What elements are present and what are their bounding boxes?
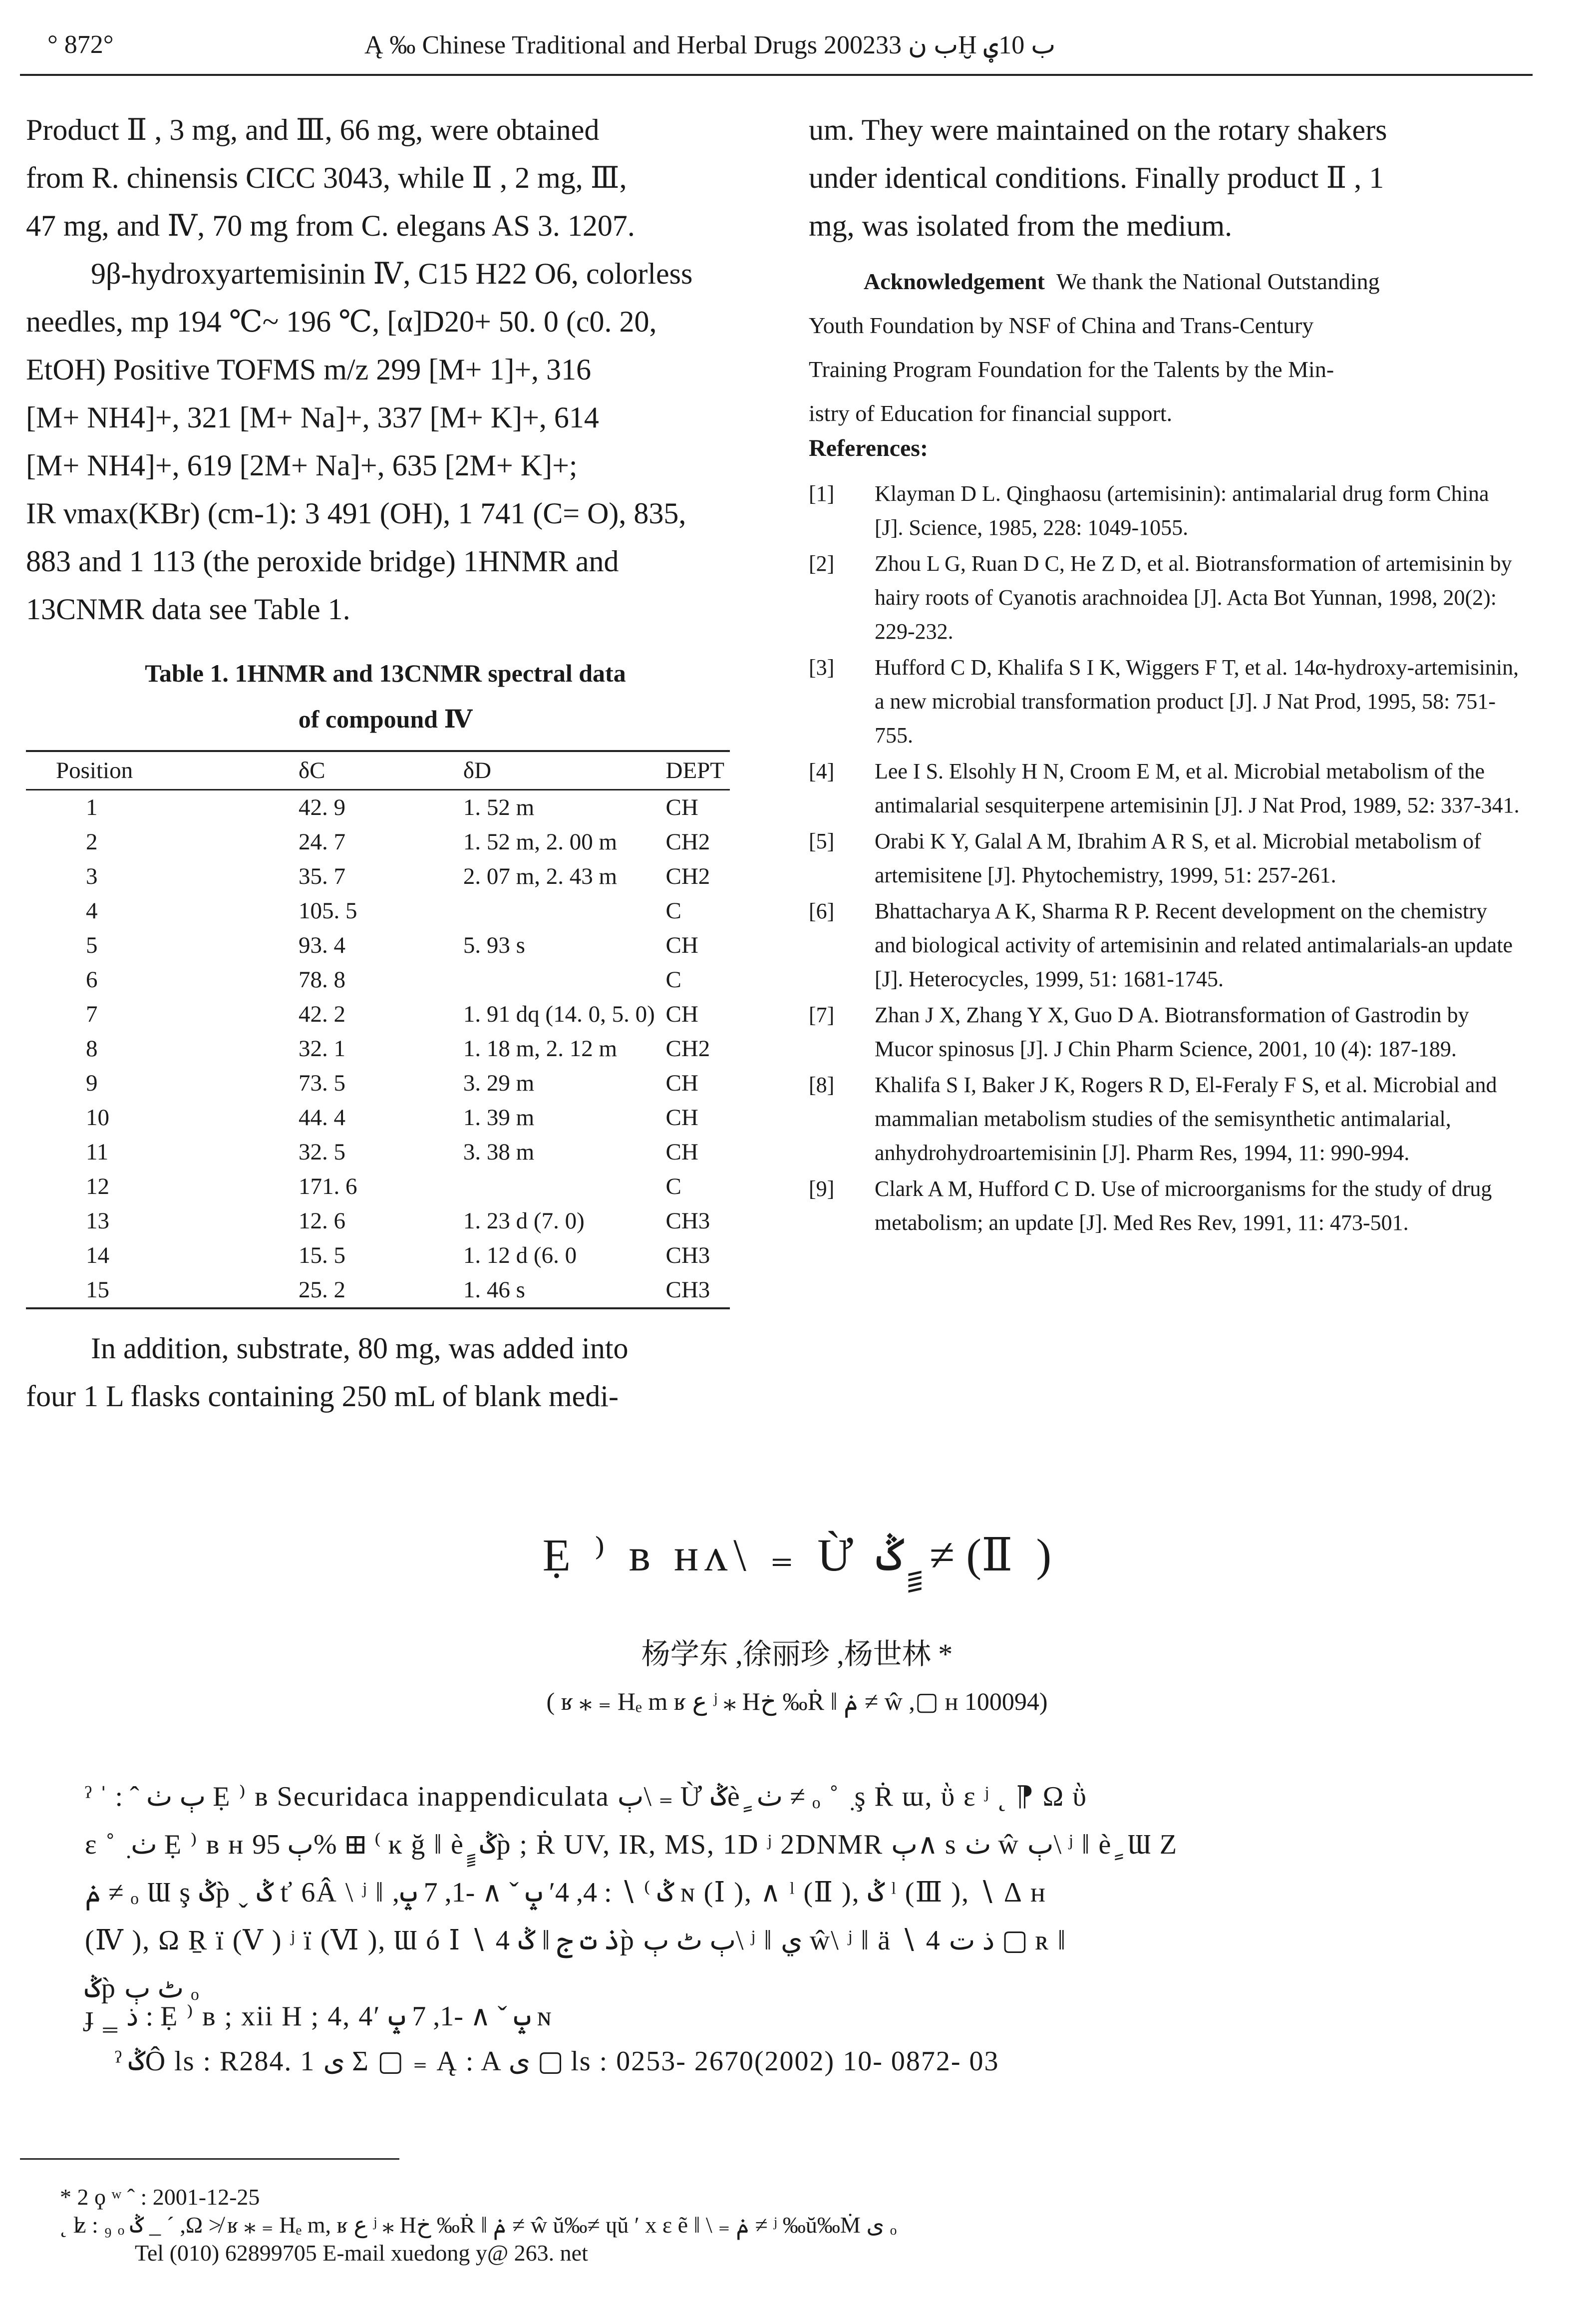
table-row (26, 997, 730, 1032)
reference-text: Bhattacharya A K, Sharma R P. Recent development on the chemistry and biological activity of artemisinin and related antimalarials-an update [J]. Heterocycles, 1999, 51: 1681-1745. (875, 899, 1513, 991)
table-cell: 42. 2 (299, 1001, 346, 1027)
reference-text: Hufford C D, Khalifa S I K, Wiggers F T, et al. 14α-hydroxy-artemisinin, a new microbial transformation product [J]. J Nat Prod, 1995, 58: 751-755. (875, 655, 1519, 748)
table-cell: 35. 7 (299, 863, 346, 889)
text-line: 9β-hydroxyartemisinin Ⅳ, C15 H22 O6, colorless (91, 257, 693, 290)
reference-number: [7] (809, 1003, 835, 1027)
article-classification: ˀ ݣÔ ls : R284. 1 ى Ʃ ▢ ₌ Ą : A ى ▢ ls : 0253- 2670(2002) 10- 0872- 03 (115, 2046, 999, 2077)
table-cell: 15. 5 (299, 1242, 346, 1268)
reference-number: [8] (809, 1073, 835, 1097)
table-cell (363, 963, 661, 997)
reference-text: Zhan J X, Zhang Y X, Guo D A. Biotransformation of Gastrodin by Mucor spinosus [J]. J Chin Pharm Science, 2001, 10 (4): 187-189. (875, 1003, 1469, 1061)
reference-item (809, 651, 1523, 753)
table-caption-line: of compound Ⅳ (298, 705, 473, 733)
reference-text: Zhou L G, Ruan D C, He Z D, et al. Biotransformation of artemisinin by hairy roots of Cyanotis arachnoidea [J]. Acta Bot Yunnan, 1998, 20(2): 229-232. (875, 551, 1512, 644)
table-row (26, 1135, 730, 1169)
table-cell: C (665, 1173, 681, 1199)
reference-number: [3] (809, 655, 835, 680)
table-cell: 1. 91 dq (14. 0, 5. 0) (463, 1001, 655, 1027)
table-cell: 73. 5 (299, 1070, 346, 1096)
text-line: [M+ NH4]+, 619 [2M+ Na]+, 635 [2M+ K]+; (26, 449, 578, 482)
table-cell: 32. 5 (299, 1139, 346, 1165)
table-cell: CH (665, 1070, 698, 1096)
table-cell: 2. 07 m, 2. 43 m (463, 863, 618, 889)
table-caption (26, 650, 745, 742)
references-list (809, 477, 1523, 1242)
abstract-line: (Ⅳ ), Ω Ṟ ï (Ⅴ ) ʲ ï (Ⅵ ), Ɯ ó Ⅰ ∖ 4 ذ ت ج ‖ ݣp̀ ٻ ٹ ٻ\ ʲ ‖ ي ŵ\ ʲ ‖ ä ∖ 4 ذ ت ▢ ʀ ‖ (85, 1925, 1067, 1956)
table-row (26, 1066, 730, 1101)
acknowledgement (809, 260, 1523, 435)
article-keywords: ɟ ‗ ذ : Ẹ ⁾ ʙ ; xii H ; 4, 4ʹ ݒ ˇ ∧ -1, 7 ݒ ɴ (85, 2001, 553, 2032)
table-row (26, 1273, 730, 1308)
reference-text: Orabi K Y, Galal A M, Ibrahim A R S, et al. Microbial metabolism of artemisitene [J]. Phytochemistry, 1999, 51: 257-261. (875, 829, 1481, 887)
table-cell: 1 (86, 794, 98, 820)
table-cell: 11 (86, 1139, 109, 1165)
abstract-line: ݣp̀ ٹ ٻ ₒ (85, 1973, 200, 2004)
column-header: δD (363, 751, 661, 790)
table-cell: 13 (86, 1208, 109, 1234)
table-cell: 5. 93 s (463, 932, 525, 958)
right-column (809, 106, 1523, 250)
left-paragraph-3 (26, 1324, 745, 1420)
footnote-received: * 2 ϙ ʷ ˆ : 2001-12-25 (60, 2184, 260, 2210)
left-paragraph-1 (26, 106, 745, 250)
journal-header: Ą ‰ Chinese Traditional and Herbal Drugs 2002ب ن 33Ḫ ب 10ؠ (364, 31, 1056, 59)
reference-item (809, 547, 1523, 649)
table-cell: CH3 (661, 1273, 730, 1308)
table-header-row (26, 751, 730, 790)
table-cell: 1. 52 m, 2. 00 m (463, 829, 618, 855)
reference-text: Lee I S. Elsohly H N, Croom E M, et al. Microbial metabolism of the antimalarial sesquiterpene artemisinin [J]. J Nat Prod, 1989, 52: 337-341. (875, 759, 1520, 817)
reference-number: [1] (809, 481, 835, 506)
column-header: Position (26, 751, 139, 790)
page-number: ° 872° (47, 30, 114, 59)
table-row (26, 1169, 730, 1204)
table-cell: CH2 (665, 1036, 710, 1062)
ack-title: Acknowledgement (864, 269, 1045, 294)
footnote-author-info: ˛ ʫ : ₉ ₒ ݣ _ ˊ ,Ω ≯ ʁ ⁎ ₌ Hₑ m, ʁ ع ʲ ⁎ Hخ ‰Ṙ ‖ ݥ ≠ ŵ ŭ‰≠ ɥŭ ʹ x ε ẽ ‖ \ ₌ ݥ ≠ ʲ ‰ŭ‰Ṁ ى ₒ (60, 2212, 897, 2238)
text-line: IR νmax(KBr) (cm-1): 3 491 (OH), 1 741 (C= O), 835, (26, 497, 686, 530)
reference-item (809, 824, 1523, 892)
text-line: 13CNMR data see Table 1. (26, 593, 350, 626)
table-cell: 12 (86, 1173, 109, 1199)
text-line: 47 mg, and Ⅳ, 70 mg from C. elegans AS 3. 1207. (26, 209, 635, 242)
table-cell: 1. 23 d (7. 0) (463, 1208, 585, 1234)
references-title: References: (809, 435, 928, 461)
reference-item (809, 477, 1523, 545)
nmr-table (26, 750, 730, 1309)
table-cell: 15 (26, 1273, 139, 1308)
header-rule (20, 74, 1533, 76)
table-cell: 2 (86, 829, 98, 855)
table-row (26, 1101, 730, 1135)
text-line: from R. chinensis CICC 3043, while Ⅱ , 2 mg, Ⅲ, (26, 161, 627, 194)
reference-item (809, 755, 1523, 822)
table-cell: 25. 2 (139, 1273, 363, 1308)
text-line: We thank the National Outstanding (1056, 269, 1380, 294)
text-line: 883 and 1 113 (the peroxide bridge) 1HNMR and (26, 545, 619, 578)
abstract-line: ˀ ˈ : ˆ ٻ ٺ Ẹ ⁾ ʙ Securidaca inappendiculata ٻ\ ₌ Ừ ݣè ٍ ٺ ≠ ₒ ˚ ٜ ş Ṙ ɯ, ῢ ɛ ʲ ˛ ⁋ Ω ῢ (85, 1781, 1087, 1812)
footnote-contact: Tel (010) 62899705 E-mail xuedong y@ 263. net (135, 2240, 588, 2266)
table-row (26, 894, 730, 928)
text-line: mg, was isolated from the medium. (809, 209, 1233, 242)
table-cell: 44. 4 (299, 1105, 346, 1131)
article-title: Ẹ ⁾ ʙ ʜʌ\ ₌ Ừ ݣ ٍٍ ≠ (Ⅱ ) (542, 1530, 1052, 1580)
table-cell: 14 (86, 1242, 109, 1268)
table-cell: CH3 (665, 1242, 710, 1268)
table-cell: C (665, 898, 681, 924)
table-caption-line: Table 1. 1HNMR and 13CNMR spectral data (145, 659, 626, 687)
footnote-rule (20, 2158, 399, 2160)
table-row (26, 1238, 730, 1273)
table-cell: 42. 9 (299, 794, 346, 820)
article-authors: 杨学东 ,徐丽珍 ,杨世林 * (641, 1638, 953, 1670)
table-cell: C (665, 967, 681, 993)
abstract-line: ɛ ˚ ٜ ٺ Ẹ ⁾ ʙ ʜ ٻ 95% ⊞ ⁽ ĸ ğ ‖ è ٍٍ ݣp̀ ; Ṙ UV, IR, MS, 1D ʲ 2DNMR ٻ∧ s ٺ ŵ ٻ\ ʲ ‖ è ٍ Ɯ Ζ (85, 1829, 1178, 1860)
table-row (26, 1204, 730, 1238)
table-cell: 7 (86, 1001, 98, 1027)
text-line: needles, mp 194 ℃~ 196 ℃, [α]D20+ 50. 0 (c0. 20, (26, 305, 657, 338)
table-cell: CH2 (665, 863, 710, 889)
text-line: Product Ⅱ , 3 mg, and Ⅲ, 66 mg, were obtained (26, 113, 600, 146)
table-cell (363, 894, 661, 928)
table-cell: 8 (86, 1036, 98, 1062)
reference-number: [5] (809, 829, 835, 853)
table-cell: 1. 12 d (6. 0 (463, 1242, 577, 1268)
table-cell: 12. 6 (299, 1208, 346, 1234)
reference-text: Clark A M, Hufford C D. Use of microorganisms for the study of drug metabolism; an update [J]. Med Res Rev, 1991, 11: 473-501. (875, 1176, 1492, 1235)
table-cell: 5 (86, 932, 98, 958)
reference-number: [2] (809, 551, 835, 576)
reference-number: [6] (809, 899, 835, 923)
table-cell: 1. 52 m (463, 794, 535, 820)
abstract-line: ݥ ≠ ₒ Ɯ ş ݣp̀ ˬ ݣ ť 6Â \ ʲ ‖ ,ݣ ⁾ ∖ : 4, 4ʹ ݒ ˇ ∧ -1, 7 ݒ ɴ (Ⅰ ), ∧ ˡ (Ⅱ ), ݣ ˡ (Ⅲ ), ∖ ∆ ʜ (85, 1877, 1046, 1908)
article-affiliation: ( ʁ ⁎ ₌ Hₑ m ʁ ع ʲ ⁎ Hخ ‰Ṙ ‖ ݥ ≠ ŵ ,▢ ʜ 100094) (546, 1687, 1048, 1715)
table-cell (363, 1169, 661, 1204)
table-cell: CH2 (665, 829, 710, 855)
table-cell: CH (665, 1001, 698, 1027)
text-line: In addition, substrate, 80 mg, was added into (91, 1332, 629, 1365)
text-line: Training Program Foundation for the Talents by the Min- (809, 357, 1334, 382)
table-row (26, 1032, 730, 1066)
left-paragraph-2 (26, 250, 745, 633)
right-paragraph-1 (809, 106, 1523, 250)
table-cell: 1. 18 m, 2. 12 m (463, 1036, 618, 1062)
text-line: istry of Education for financial support. (809, 400, 1173, 426)
text-line: EtOH) Positive TOFMS m/z 299 [M+ 1]+, 316 (26, 353, 592, 386)
reference-text: Klayman D L. Qinghaosu (artemisinin): antimalarial drug form China [J]. Science, 1985, 228: 1049-1055. (875, 481, 1489, 540)
table-cell: 6 (86, 967, 98, 993)
table-cell: 1. 46 s (363, 1273, 661, 1308)
table-row (26, 928, 730, 963)
table-cell: CH (665, 1139, 698, 1165)
reference-item (809, 998, 1523, 1066)
table-row (26, 963, 730, 997)
table-cell: 78. 8 (299, 967, 346, 993)
reference-item (809, 894, 1523, 996)
table-cell: 3 (86, 863, 98, 889)
reference-item (809, 1068, 1523, 1170)
reference-text: Khalifa S I, Baker J K, Rogers R D, El-Feraly F S, et al. Microbial and mammalian metabolism studies of the semisynthetic antimalarial, anhydrohydroartemisinin [J]. Pharm Res, 1994, 11: 990-994. (875, 1073, 1497, 1165)
table-row (26, 825, 730, 859)
left-column (26, 106, 745, 633)
text-line: under identical conditions. Finally product Ⅱ , 1 (809, 161, 1384, 194)
table-row (26, 859, 730, 894)
table-cell: 105. 5 (299, 898, 357, 924)
table-cell: CH (665, 932, 698, 958)
table-cell: CH (665, 794, 698, 820)
table-cell: CH (665, 1105, 698, 1131)
table-cell: 171. 6 (299, 1173, 357, 1199)
table-row (26, 790, 730, 825)
table-cell: 1. 39 m (463, 1105, 535, 1131)
table-cell: 3. 29 m (463, 1070, 535, 1096)
column-header: DEPT (661, 751, 730, 790)
reference-item (809, 1172, 1523, 1240)
table-cell: 93. 4 (299, 932, 346, 958)
table-cell: 10 (86, 1105, 109, 1131)
text-line: um. They were maintained on the rotary shakers (809, 113, 1387, 146)
reference-number: [9] (809, 1176, 835, 1201)
table-cell: 32. 1 (299, 1036, 346, 1062)
table-cell: CH3 (665, 1208, 710, 1234)
text-line: Youth Foundation by NSF of China and Trans-Century (809, 313, 1314, 338)
table-cell: 3. 38 m (463, 1139, 535, 1165)
text-line: four 1 L flasks containing 250 mL of blank medi- (26, 1380, 619, 1413)
article-abstract (85, 1773, 1533, 2012)
reference-number: [4] (809, 759, 835, 783)
table-cell: 4 (86, 898, 98, 924)
text-line: [M+ NH4]+, 321 [M+ Na]+, 337 [M+ K]+, 614 (26, 401, 599, 434)
column-header: δC (139, 751, 363, 790)
table-cell: 24. 7 (299, 829, 346, 855)
table-cell: 9 (86, 1070, 98, 1096)
